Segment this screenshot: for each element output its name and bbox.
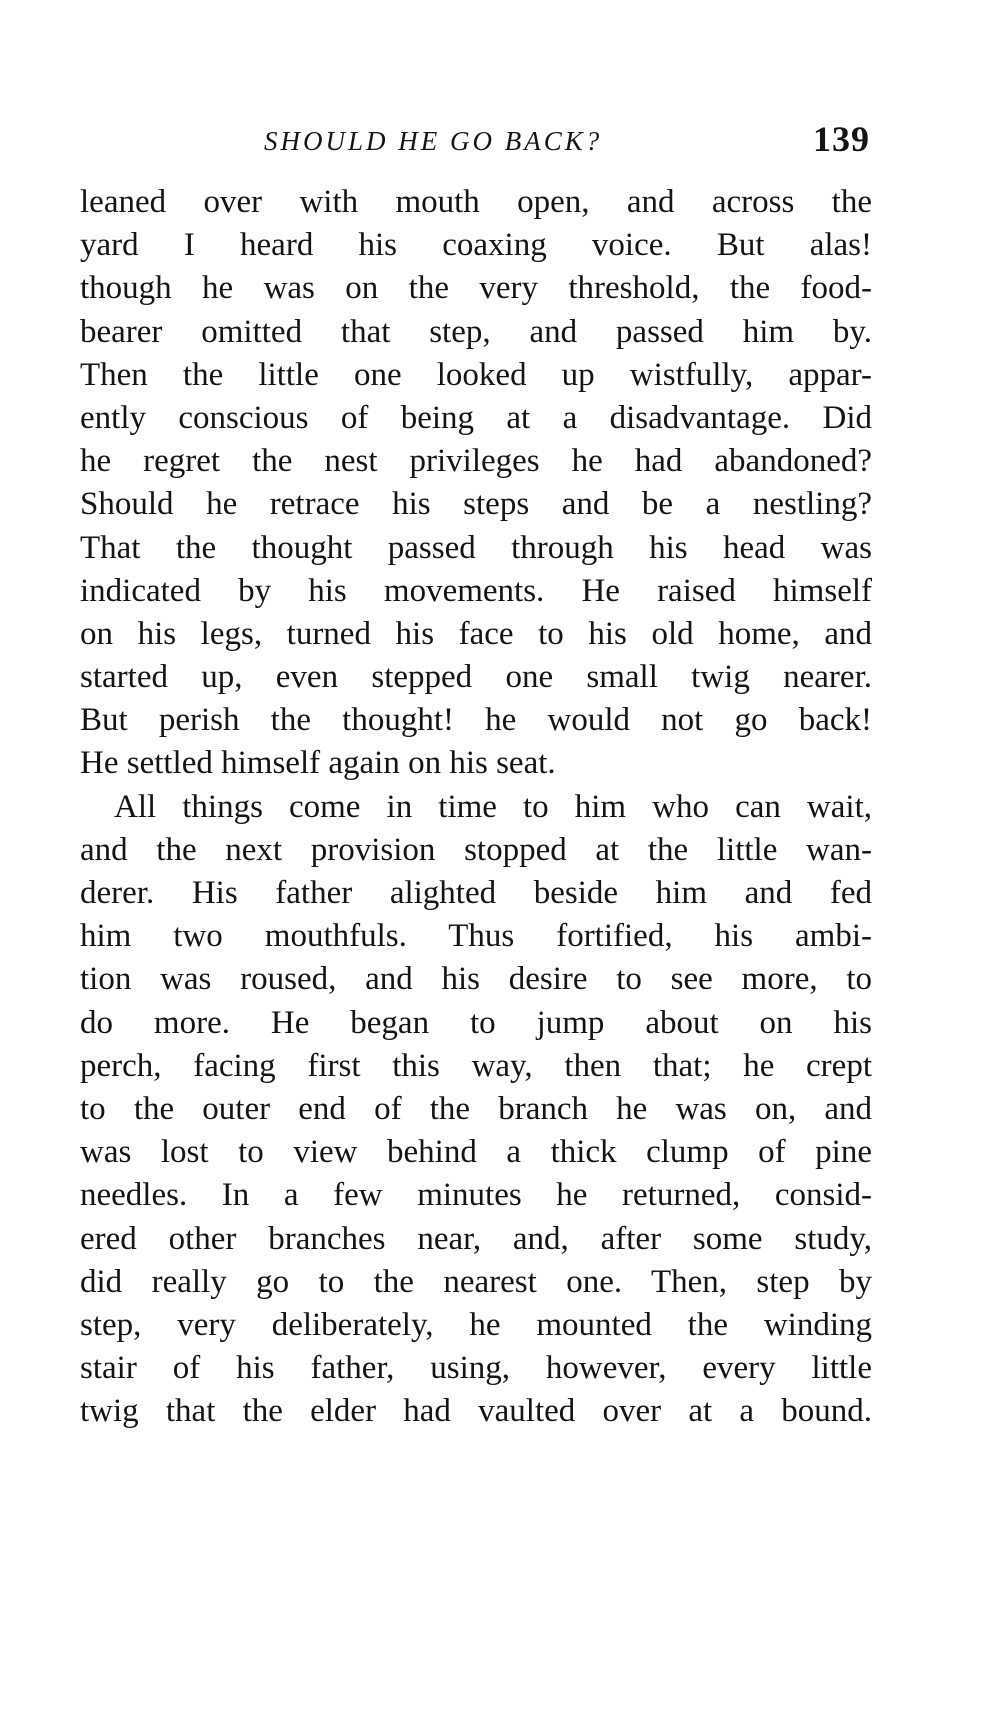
text-line: But perish the thought! he would not go back! [80, 702, 872, 739]
text-line: step, very deliberately, he mounted the winding [80, 1306, 872, 1343]
text-line: twig that the elder had vaulted over at a bound. [80, 1393, 872, 1430]
running-title: SHOULD HE GO BACK? [264, 126, 603, 156]
page-number: 139 [813, 119, 870, 159]
text-line: he regret the nest privileges he had abandoned? [80, 443, 872, 480]
text-line: started up, even stepped one small twig nearer. [80, 659, 872, 696]
running-head [80, 118, 870, 168]
text-line: on his legs, turned his face to his old home, and [80, 615, 872, 652]
text-line: needles. In a few minutes he returned, consid- [80, 1177, 872, 1214]
text-line: and the next provision stopped at the little wan- [80, 831, 872, 868]
text-line: Should he retrace his steps and be a nestling? [80, 486, 872, 523]
text-line: bearer omitted that step, and passed him by. [80, 313, 872, 350]
text-line: tion was roused, and his desire to see more, to [80, 961, 872, 998]
text-line: leaned over with mouth open, and across the [80, 184, 872, 220]
paragraph-2 [80, 786, 872, 1434]
text-line: perch, facing first this way, then that; he crept [80, 1047, 872, 1084]
text-line: All things come in time to him who can wait, [114, 788, 872, 825]
text-line: ered other branches near, and, after some study, [80, 1220, 872, 1257]
text-line: do more. He began to jump about on his [80, 1004, 872, 1041]
paragraph-1 [80, 181, 872, 786]
text-line: yard I heard his coaxing voice. But alas! [80, 227, 872, 264]
text-line: He settled himself again on his seat. [80, 745, 556, 782]
text-line: stair of his father, using, however, every little [80, 1350, 872, 1387]
text-line: to the outer end of the branch he was on, and [80, 1090, 872, 1127]
text-line: did really go to the nearest one. Then, step by [80, 1263, 872, 1300]
text-line: ently conscious of being at a disadvantage. Did [80, 399, 872, 436]
text-line: was lost to view behind a thick clump of pine [80, 1134, 872, 1171]
text-line: though he was on the very threshold, the food- [80, 270, 872, 307]
text-line: Then the little one looked up wistfully, appar- [80, 356, 872, 393]
text-line: him two mouthfuls. Thus fortified, his ambi- [80, 918, 872, 955]
text-line: indicated by his movements. He raised himself [80, 572, 872, 609]
body-text [80, 181, 872, 1433]
text-line: That the thought passed through his head was [80, 529, 872, 566]
text-line: derer. His father alighted beside him and fed [80, 875, 872, 911]
